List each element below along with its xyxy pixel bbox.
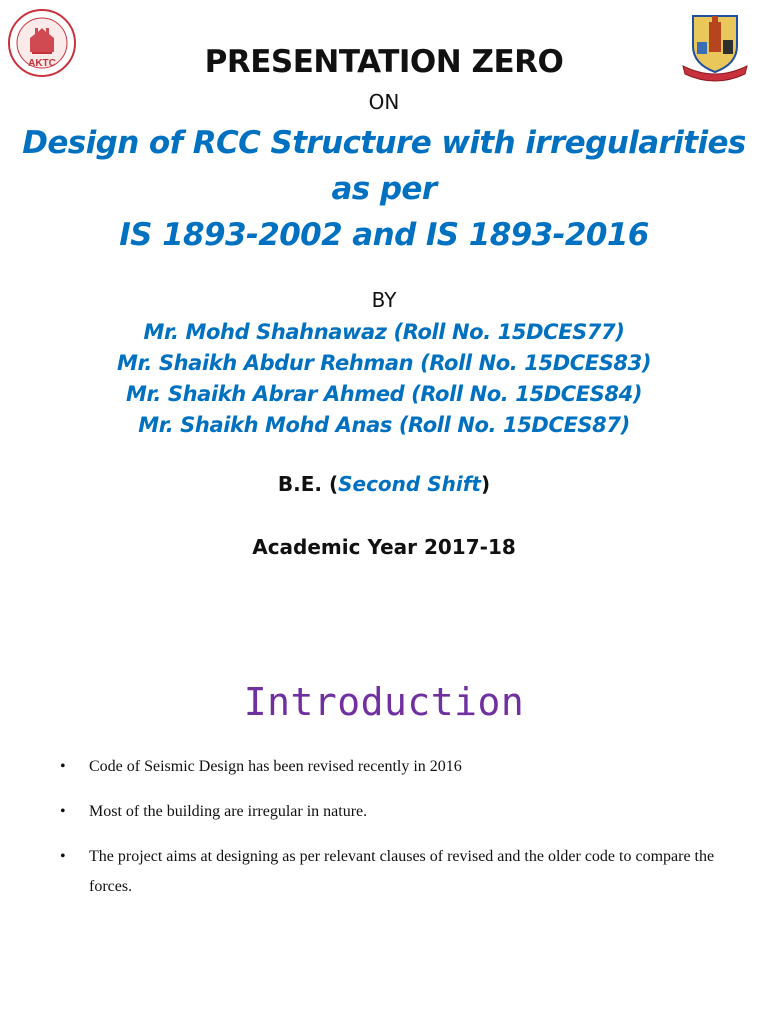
introduction-heading: Introduction	[243, 680, 525, 724]
on-connector: ON	[368, 90, 400, 114]
bullet-icon: •	[60, 803, 66, 820]
logo-text: AKTC	[28, 58, 56, 69]
list-item	[60, 752, 720, 782]
list-item	[60, 797, 720, 827]
list-item	[60, 842, 720, 902]
bullet-text: Code of Seismic Design has been revised recently in 2016	[89, 758, 462, 775]
degree-shift: Second Shift	[338, 472, 481, 496]
project-title	[0, 120, 768, 258]
project-title-line: as per	[331, 171, 437, 207]
introduction-bullets	[60, 752, 720, 917]
project-title-line: Design of RCC Structure with irregularities	[22, 125, 746, 161]
by-label: BY	[371, 288, 397, 312]
authors-list	[0, 317, 768, 441]
author-name: Mr. Shaikh Mohd Anas (Roll No. 15DCES87)	[138, 413, 630, 437]
academic-year: Academic Year 2017-18	[252, 535, 516, 559]
author-name: Mr. Shaikh Abrar Ahmed (Roll No. 15DCES84)	[125, 382, 643, 406]
bullet-text: Most of the building are irregular in nature.	[89, 803, 368, 820]
author-name: Mr. Shaikh Abdur Rehman (Roll No. 15DCES83)	[116, 351, 652, 375]
presentation-title: PRESENTATION ZERO	[204, 44, 564, 80]
bullet-icon: •	[60, 758, 66, 775]
author-name: Mr. Mohd Shahnawaz (Roll No. 15DCES77)	[143, 320, 625, 344]
project-title-line: IS 1893-2002 and IS 1893-2016	[119, 217, 649, 253]
degree-prefix: B.E. (	[277, 472, 339, 496]
degree-line	[0, 472, 768, 496]
bullet-icon: •	[60, 848, 66, 865]
bullet-text: The project aims at designing as per relevant clauses of revised and the older code to compare the forces.	[89, 848, 715, 895]
degree-suffix: )	[480, 472, 491, 496]
